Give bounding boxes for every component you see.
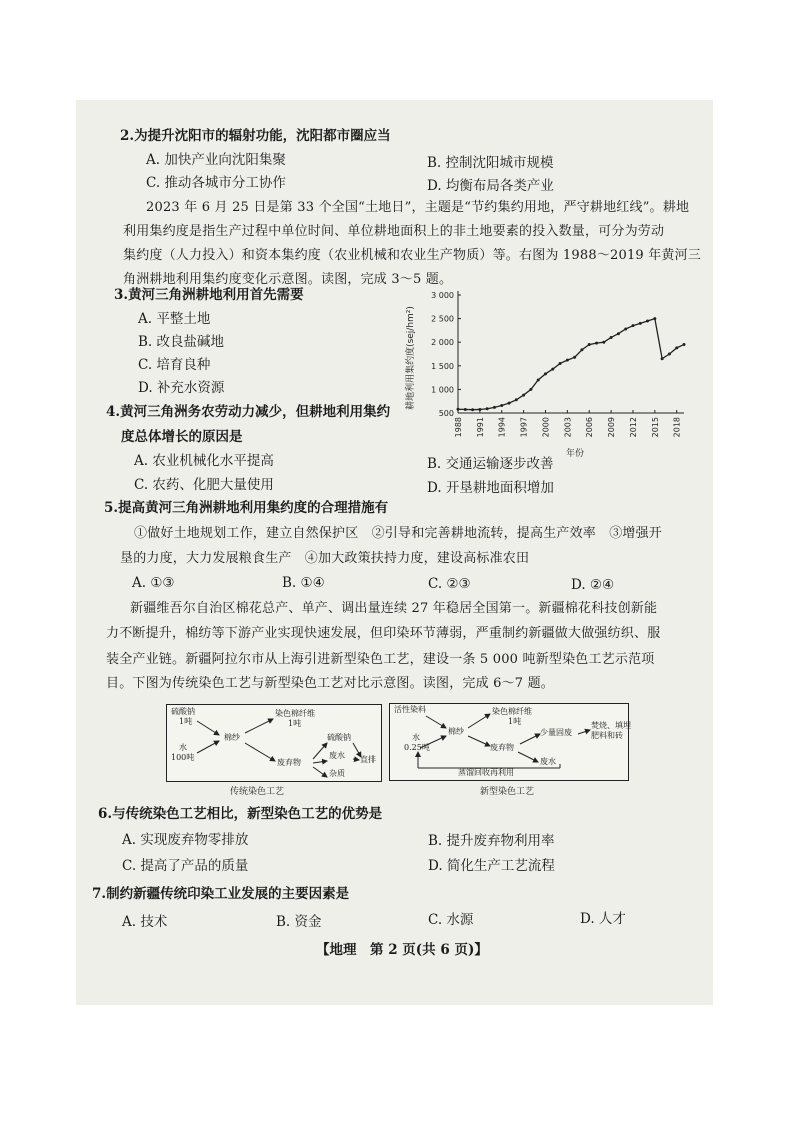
farmland-intensity-line-chart <box>392 283 692 463</box>
new-small-solid-waste: 少量固废 <box>540 728 572 737</box>
passage2-line4: 目。下图为传统染色工艺与新型染色工艺对比示意图。读图，完成 6～7 题。 <box>106 676 555 691</box>
chart-data-point <box>580 348 583 351</box>
chart-data-point <box>661 357 664 360</box>
chart-data-point <box>617 332 620 335</box>
q2-stem: 2.为提升沈阳市的辐射功能，沈阳都市圈应当 <box>120 128 391 144</box>
new-dyeing-caption: 新型染色工艺 <box>480 787 535 797</box>
q6-option-c: C. 提高了产品的质量 <box>122 858 249 874</box>
chart-data-point <box>588 343 591 346</box>
chart-data-point <box>457 408 460 411</box>
q5-option-d: D. ②④ <box>571 577 615 593</box>
trad-dyed-fiber-amount: 1吨 <box>288 719 302 728</box>
trad-waste: 废弃物 <box>277 758 301 767</box>
q6-option-a: A. 实现废弃物零排放 <box>122 832 249 848</box>
chart-data-point <box>500 404 503 407</box>
passage1-line1: 2023 年 6 月 25 日是第 33 个全国“土地日”，主题是“节约集约用地，严守耕地红线”。耕地 <box>146 200 690 215</box>
passage1-line2: 利用集约度是指生产过程中单位时间、单位耕地面积上的非土地要素的投入数量，可分为劳动 <box>123 224 665 239</box>
chart-y-tick-label: 2 500 <box>431 314 454 324</box>
chart-data-point <box>683 343 686 346</box>
q3-option-a: A. 平整土地 <box>138 311 211 327</box>
new-water-label: 水 <box>412 733 420 742</box>
chart-data-point <box>639 322 642 325</box>
new-reactive-dye: 活性染料 <box>394 705 426 714</box>
new-incinerate-landfill: 焚烧、填埋 <box>591 721 631 730</box>
chart-x-tick-label: 1994 <box>497 417 507 438</box>
q2-option-a: A. 加快产业向沈阳集聚 <box>146 152 286 168</box>
q7-option-a: A. 技术 <box>122 914 168 930</box>
q7-option-c: C. 水源 <box>428 912 474 928</box>
passage2-line1: 新疆维吾尔自治区棉花总产、单产、调出量连续 27 年稳居全国第一。新疆棉花科技创新能 <box>130 601 658 616</box>
trad-dyed-fiber-label: 染色棉纤维 <box>275 709 315 718</box>
chart-data-point <box>631 324 634 327</box>
chart-data-point <box>544 372 547 375</box>
chart-data-point <box>602 341 605 344</box>
chart-data-point <box>471 408 474 411</box>
q7-option-d: D. 人才 <box>580 911 626 927</box>
chart-x-tick-label: 1997 <box>519 417 529 438</box>
q5-stem: 5.提高黄河三角洲耕地利用集约度的合理措施有 <box>104 500 389 516</box>
chart-series <box>457 317 686 411</box>
trad-impurities: 杂质 <box>329 769 345 778</box>
chart-data-point <box>537 378 540 381</box>
chart-data-point <box>529 388 532 391</box>
chart-axes <box>431 291 684 437</box>
chart-data-point <box>653 317 656 320</box>
page-footer: 【地理 第 2 页(共 6 页)】 <box>316 942 488 958</box>
q4-option-c: C. 农药、化肥大量使用 <box>134 477 274 493</box>
q4-option-d: D. 开垦耕地面积增加 <box>427 480 554 496</box>
new-dyed-fiber-label: 染色棉纤维 <box>492 707 532 716</box>
trad-cotton-yarn: 棉纱 <box>224 733 240 742</box>
chart-y-tick-label: 500 <box>438 409 454 418</box>
chart-x-tick-label: 2009 <box>607 417 617 438</box>
chart-data-point <box>675 346 678 349</box>
chart-y-tick-label: 3 000 <box>431 291 454 300</box>
passage1-line4: 角洲耕地利用集约度变化示意图。读图，完成 3～5 题。 <box>123 272 453 287</box>
chart-data-point <box>515 398 518 401</box>
new-waste: 废弃物 <box>490 743 514 752</box>
q5-statement-line2: 垦的力度，大力发展粮食生产 ④加大政策扶持力度，建设高标准农田 <box>120 551 530 566</box>
chart-x-tick-label: 1988 <box>454 417 463 438</box>
chart-data-point <box>646 319 649 322</box>
chart-data-point <box>624 327 627 330</box>
new-dyeing-diagram <box>389 703 629 781</box>
new-water-amount: 0.25吨 <box>404 743 430 752</box>
q5-option-a: A. ①③ <box>132 575 175 591</box>
q2-option-d: D. 均衡布局各类产业 <box>427 178 554 194</box>
chart-data-point <box>551 368 554 371</box>
q7-stem: 7.制约新疆传统印染工业发展的主要因素是 <box>92 886 350 902</box>
chart-data-point <box>559 362 562 365</box>
chart-data-point <box>566 359 569 362</box>
q7-option-b: B. 资金 <box>276 914 322 930</box>
chart-x-axis-label: 年份 <box>565 449 585 459</box>
q5-option-c: C. ②③ <box>428 576 471 592</box>
q4-stem-line1: 4.黄河三角洲务农劳动力减少，但耕地利用集约 <box>106 404 391 420</box>
chart-x-tick-label: 2012 <box>628 417 638 438</box>
q3-option-c: C. 培育良种 <box>138 357 211 373</box>
q3-option-d: D. 补充水资源 <box>138 380 225 396</box>
q5-option-b: B. ①④ <box>282 575 325 591</box>
chart-data-point <box>595 342 598 345</box>
chart-x-tick-label: 2018 <box>672 417 682 438</box>
chart-data-point <box>522 394 525 397</box>
q5-statement-line1: ①做好土地规划工作，建立自然保护区 ②引导和完善耕地流转，提高生产效率 ③增强开 <box>134 526 663 541</box>
trad-water-label: 水 <box>179 743 187 752</box>
q4-stem-line2: 度总体增长的原因是 <box>121 429 243 445</box>
trad-wastewater: 废水 <box>329 751 345 760</box>
trad-sodium-sulfate-label: 硫酸钠 <box>171 707 195 716</box>
chart-x-tick-label: 2000 <box>541 417 551 438</box>
chart-series-line <box>458 319 684 410</box>
q6-option-d: D. 简化生产工艺流程 <box>428 858 555 874</box>
new-fertilizer-bricks: 肥料和砖 <box>591 731 623 740</box>
chart-x-tick-label: 2006 <box>585 417 595 438</box>
q3-option-b: B. 改良盐碱地 <box>138 334 225 350</box>
chart-data-point <box>478 408 481 411</box>
chart-data-point <box>493 406 496 409</box>
q4-option-a: A. 农业机械化水平提高 <box>134 453 274 469</box>
passage1-line3: 集约度（人力投入）和资本集约度（农业机械和农业生产物质）等。右图为 1988～2019 年黄河三 <box>123 248 702 263</box>
traditional-dyeing-caption: 传统染色工艺 <box>230 787 285 797</box>
passage2-line3: 装全产业链。新疆阿拉尔市从上海引进新型染色工艺，建设一条 5 000 吨新型染色工艺示范项 <box>106 652 655 667</box>
chart-y-axis-label: 耕地利用集约度(sej/hm²) <box>406 306 416 410</box>
q6-stem: 6.与传统染色工艺相比，新型染色工艺的优势是 <box>98 806 383 822</box>
new-wastewater: 废水 <box>540 757 556 766</box>
chart-x-tick-label: 2015 <box>650 417 660 438</box>
q2-option-c: C. 推动各城市分工协作 <box>146 175 286 191</box>
chart-data-point <box>610 336 613 339</box>
trad-water-amount: 100吨 <box>171 753 195 762</box>
trad-sodium-sulfate-amount: 1吨 <box>179 717 193 726</box>
exam-page <box>76 100 713 1005</box>
chart-data-point <box>486 407 489 410</box>
new-distill-recycle: 蒸馏回收再利用 <box>458 768 514 777</box>
new-cotton-yarn: 棉纱 <box>448 727 464 736</box>
chart-data-point <box>464 408 467 411</box>
new-dyed-fiber-amount: 1吨 <box>508 717 522 726</box>
chart-y-tick-label: 1 500 <box>431 361 454 371</box>
q2-option-b: B. 控制沈阳城市规模 <box>427 155 554 171</box>
chart-data-point <box>573 356 576 359</box>
q4-option-b: B. 交通运输逐步改善 <box>427 456 554 472</box>
chart-data-point <box>508 402 511 405</box>
q6-option-b: B. 提升废弃物利用率 <box>428 833 555 849</box>
passage2-line2: 力不断提升，棉纺等下游产业实现快速发展，但印染环节薄弱，严重制约新疆做大做强纺织、服 <box>106 626 661 641</box>
q3-stem: 3.黄河三角洲耕地利用首先需要 <box>114 287 304 303</box>
trad-waste-sodium-sulfate: 硫酸钠 <box>327 733 351 742</box>
chart-y-tick-label: 2 000 <box>431 338 454 348</box>
traditional-dyeing-diagram <box>166 704 382 782</box>
chart-x-tick-label: 1991 <box>475 417 485 438</box>
chart-data-point <box>668 353 671 356</box>
chart-x-tick-label: 2003 <box>563 417 573 438</box>
chart-y-tick-label: 1 000 <box>431 385 454 395</box>
trad-direct-discharge: 直排 <box>360 755 376 764</box>
